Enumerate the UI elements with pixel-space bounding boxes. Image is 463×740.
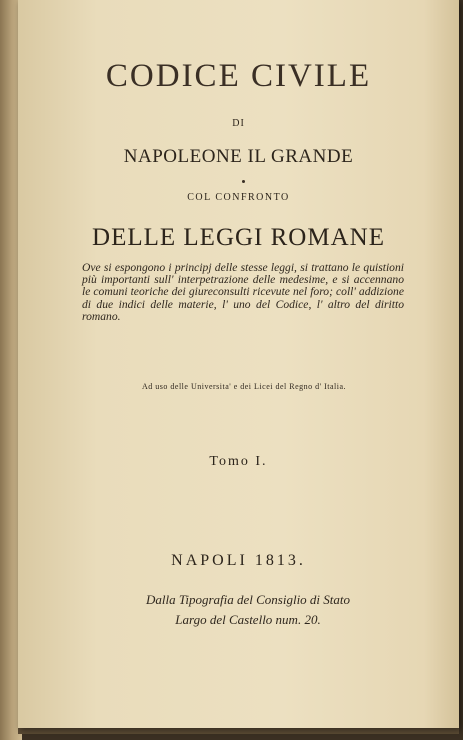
book-title: CODICE CIVILE (105, 58, 372, 94)
ornament-dot (242, 180, 245, 183)
place-and-year: NAPOLI 1813. (171, 552, 306, 569)
book-subtitle: NAPOLEONE IL GRANDE (123, 146, 354, 167)
title-connector-di: DI (232, 118, 245, 129)
volume-number: Tomo I. (209, 454, 268, 469)
title-page (18, 0, 459, 728)
printer-line-1: Dalla Tipografia del Consiglio di Stato (145, 592, 351, 607)
university-use-note: Ad uso delle Universita' e dei Licei del Regno d' Italia. (142, 382, 346, 391)
book-description: Ove si espongono i principj delle stesse leggi, si trattano le quistioni più importanti sull' interpetrazione delle medesime, e si accennano le comuni teoriche dei giureconsulti ricevute nel foro; coll' addizione di due indici delle materie, l' uno del Codice, l' altro del diritto romano. (82, 261, 404, 323)
printer-imprint (108, 590, 388, 630)
printer-line-2: Largo del Castello num. 20. (175, 612, 321, 627)
delle-leggi-romane-heading: DELLE LEGGI ROMANE (92, 224, 385, 251)
col-confronto-line: COL CONFRONTO (187, 192, 290, 203)
